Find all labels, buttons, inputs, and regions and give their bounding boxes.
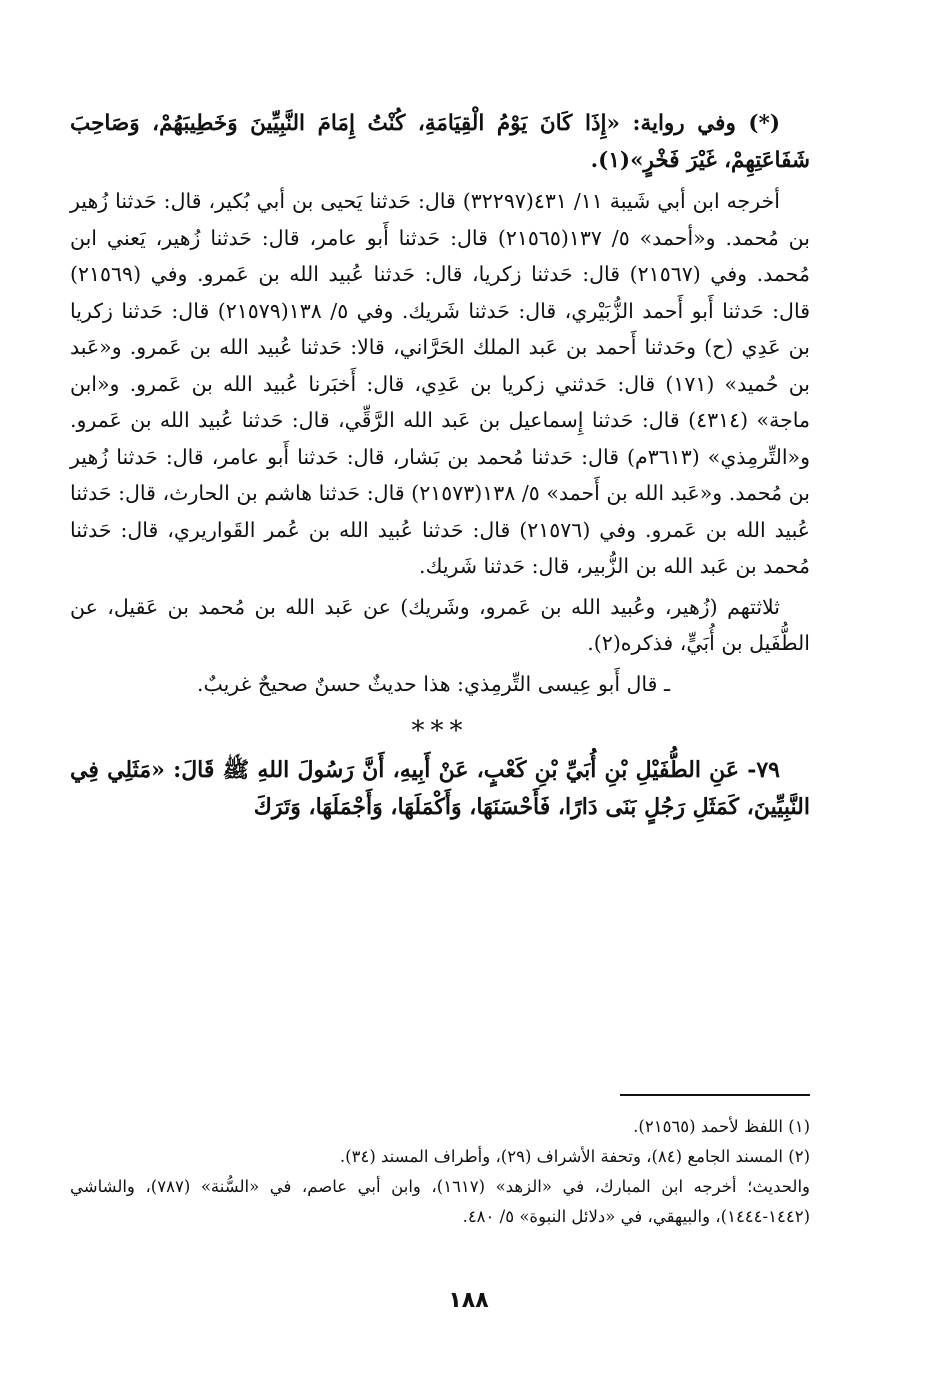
footnote-2-continuation: والحديث؛ أخرجه ابن المبارك، في «الزهد» (١٦١٧)، وابن أبي عاصم، في «السُّنة» (٧٨٧)، والشاشي (١٤٤٢-١٤٤٤)، والبيهقي، في «دلائل النبوة» ٥/ ٤٨٠. (70, 1177, 811, 1226)
hadith-79: ٧٩- عَنِ الطُّفَيْلِ بْنِ أُبَيِّ بْنِ كَعْبٍ، عَنْ أَبِيهِ، أَنَّ رَسُولَ اللهِ ﷺ قَالَ: «مَثَلِي فِي النَّبِيِّينَ، كَمَثَلِ رَجُلٍ بَنَى دَارًا، فَأَحْسَنَهَا، وَأَكْمَلَهَا، وَأَجْمَلَهَا، وَتَرَكَ (70, 757, 810, 820)
footnote-1: (١) اللفظ لأحمد (٢١٥٦٥). (633, 1117, 810, 1136)
narrators-summary: ثلاثتهم (زُهير، وعُبيد الله بن عَمرو، وشَريك) عن عَبد الله بن مُحمد بن عَقيل، عن الطُّفَيل بن أُبَيٍّ، فذكره(٢). (70, 594, 810, 655)
intro-quote: (*) وفي رواية: «إِذَا كَانَ يَوْمُ الْقِيَامَةِ، كُنْتُ إِمَامَ النَّبِيِّينَ وَخَطِيبَهُمْ، وَصَاحِبَ شَفَاعَتِهِمْ، غَيْرَ فَخْرٍ»(١). (70, 111, 810, 173)
page-body (70, 105, 810, 826)
footnotes (70, 1112, 810, 1232)
section-separator: *** (411, 716, 469, 746)
tirmidhi-grading: ـ قال أَبو عِيسى التِّرمِذي: هذا حديثٌ حسنٌ صحيحٌ غريبٌ. (196, 671, 670, 696)
takhrij-paragraph: أخرجه ابن أبي شَيبة ١١/ ٤٣١(٣٢٢٩٧) قال: حَدثنا يَحيى بن أبي بُكير، قال: حَدثنا زُهير بن مُحمد. و«أحمد» ٥/ ١٣٧(٢١٥٦٥) قال: حَدثنا أَبو عامر، قال: حَدثنا زُهير، يَعني ابن مُحمد. وفي (٢١٥٦٧) قال: حَدثنا زكريا، قال: حَدثنا عُبيد الله بن عَمرو. وفي (٢١٥٦٩) قال: حَدثنا أَبو أَحمد الزُّبَيْري، قال: حَدثنا شَريك. وفي ٥/ ١٣٨(٢١٥٧٩) قال: حَدثنا زكريا بن عَدِي (ح) وحَدثنا أَحمد بن عَبد الملك الحَرَّاني، قالا: حَدثنا عُبيد الله بن عَمرو. و«عَبد بن حُميد» (١٧١) قال: حَدثني زكريا بن عَدِي، قال: أَخبَرنا عُبيد الله بن عَمرو. و«ابن ماجة» (٤٣١٤) قال: حَدثنا إِسماعيل بن عَبد الله الرَّقِّي، قال: حَدثنا عُبيد الله بن عَمرو. و«التِّرمِذي» (٣٦١٣م) قال: حَدثنا مُحمد بن بَشار، قال: حَدثنا أَبو عامر، قال: حَدثنا زُهير بن مُحمد. و«عَبد الله بن أَحمد» ٥/ ١٣٨(٢١٥٧٣) قال: حَدثنا هاشم بن الحارث، قال: حَدثنا عُبيد الله بن عَمرو. وفي (٢١٥٧٦) قال: حَدثنا عُبيد الله بن عُمر القَواريري، قال: حَدثنا مُحمد بن عَبد الله بن الزُّبير، قال: حَدثنا شَريك. (70, 189, 811, 578)
footnote-divider (620, 1094, 810, 1096)
footnote-2: (٢) المسند الجامع (٨٤)، وتحفة الأشراف (٢٩)، وأطراف المسند (٣٤). (339, 1147, 810, 1166)
page-number: ١٨٨ (448, 1288, 489, 1313)
